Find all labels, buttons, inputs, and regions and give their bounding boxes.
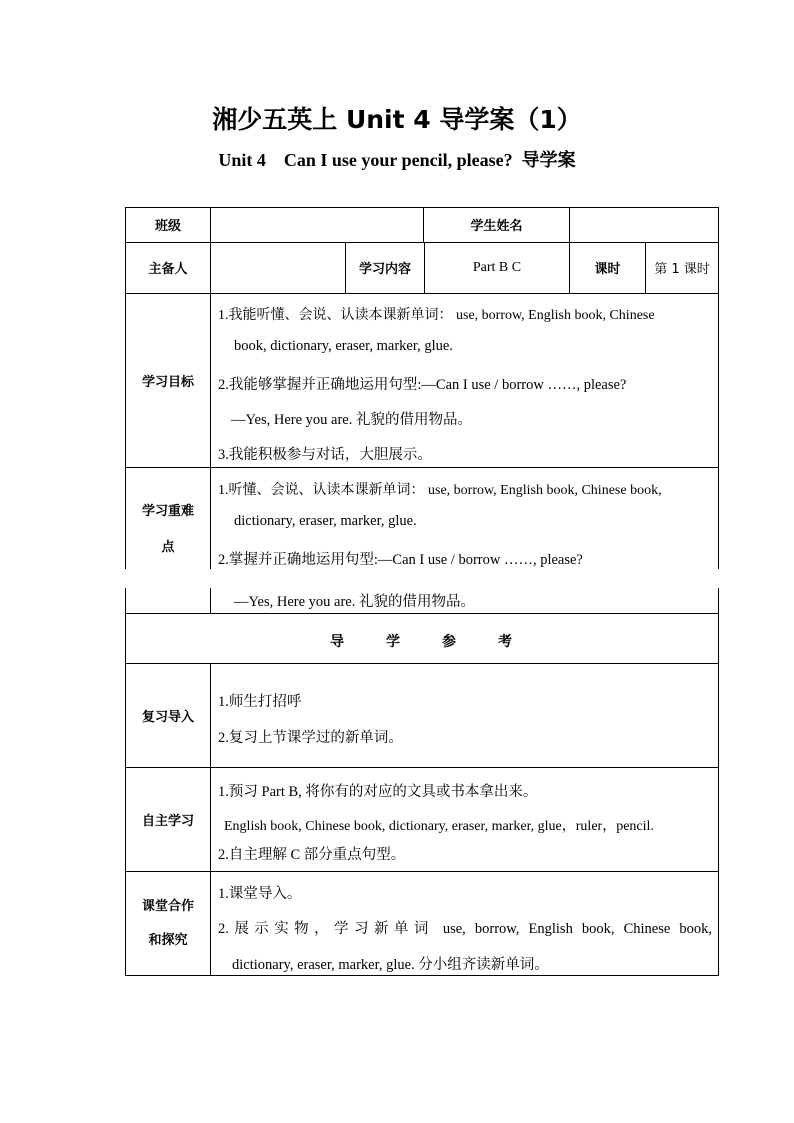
objective-line-5: 3.我能积极参与对话，大胆展示。 [218, 447, 432, 463]
review-label: 复习导入 [141, 709, 194, 725]
key-point-line-2: dictionary, eraser, marker, glue. [234, 513, 417, 529]
objective-line-3: 2.我能够掌握并正确地运用句型:—Can I use / borrow ……, please? [218, 377, 627, 393]
content-label: 学习内容 [358, 262, 411, 277]
table2-row-divider-4 [125, 871, 719, 872]
class-label: 班级 [154, 219, 181, 234]
table2-col-divider-upper [210, 588, 211, 613]
self-study-line-1: 1.预习 Part B, 将你有的对应的文具或书本拿出来。 [218, 784, 538, 800]
guide-char-4: 考 [498, 634, 512, 650]
table-border-right [718, 207, 719, 569]
preparer-label: 主备人 [148, 262, 188, 277]
row-divider-2 [125, 293, 719, 294]
key-points-label-line2: 点 [161, 540, 175, 555]
table2-border-right [718, 588, 719, 976]
objective-line-4: —Yes, Here you are. 礼貌的借用物品。 [231, 412, 472, 428]
document-title: 湘少五英上 Unit 4 导学案（1） [212, 105, 582, 134]
table2-row-divider-2 [125, 663, 719, 664]
guide-header [330, 631, 512, 651]
objectives-label: 学习目标 [141, 374, 194, 390]
self-study-label: 自主学习 [141, 813, 194, 829]
class-field[interactable] [211, 208, 423, 242]
content-value: Part B C [472, 259, 522, 275]
row-divider-3 [125, 467, 719, 468]
table2-border-bottom [125, 975, 719, 976]
table2-row-divider-3 [125, 767, 719, 768]
objective-line-1: 1.我能听懂、会说、认读本课新单词： use, borrow, English book, Chinese [218, 308, 655, 323]
key-points-label [125, 500, 211, 560]
period-value: 第 1 课时 [654, 262, 710, 277]
period-label: 课时 [594, 262, 621, 277]
student-name-field[interactable] [570, 208, 718, 242]
key-point-line-1: 1.听懂、会说、认读本课新单词： use, borrow, English book, Chinese book, [218, 483, 662, 498]
review-line-2: 2.复习上节课学过的新单词。 [218, 730, 403, 746]
key-point-line-4: —Yes, Here you are. 礼貌的借用物品。 [234, 594, 475, 610]
key-point-line-3: 2.掌握并正确地运用句型:—Can I use / borrow ……, please? [218, 552, 583, 568]
guide-char-3: 参 [442, 634, 456, 650]
preparer-field[interactable] [211, 243, 345, 293]
guide-char-1: 导 [330, 634, 344, 650]
cooperation-label-line2: 和探究 [148, 933, 188, 948]
self-study-line-2: English book, Chinese book, dictionary, eraser, marker, glue，ruler，pencil. [224, 819, 654, 834]
cooperation-line-1: 1.课堂导入。 [218, 886, 302, 902]
document-subtitle: Unit 4 Can I use your pencil, please? 导学案 [218, 150, 576, 170]
cooperation-label-line1: 课堂合作 [141, 899, 194, 914]
cooperation-label [125, 893, 211, 955]
review-line-1: 1.师生打招呼 [218, 694, 302, 710]
self-study-line-3: 2.自主理解 C 部分重点句型。 [218, 847, 406, 863]
cooperation-line-2: 2.展示实物，学习新单词 use, borrow, English book, Chinese book, [218, 921, 712, 937]
table2-row-divider-1 [125, 613, 719, 614]
student-name-label: 学生姓名 [470, 219, 523, 234]
guide-char-2: 学 [386, 634, 400, 650]
cooperation-line-3: dictionary, eraser, marker, glue. 分小组齐读新单词。 [232, 957, 549, 973]
key-points-label-line1: 学习重难 [141, 504, 194, 519]
objective-line-2: book, dictionary, eraser, marker, glue. [234, 338, 453, 354]
